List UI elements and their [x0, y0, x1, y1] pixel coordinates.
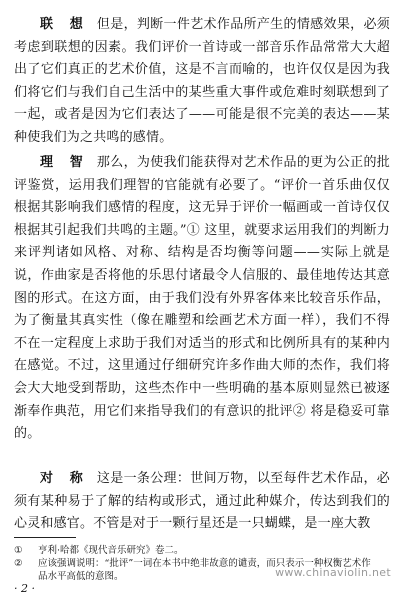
paragraph-keyword: 对 称: [40, 471, 89, 486]
site-watermark: www.chinaviolin.net: [275, 566, 391, 579]
paragraph-text: 那么，为使我们能获得对艺术作品的更为公正的批评鉴赏，运用我们理智的官能就有必要了。“评价一首乐曲仅仅根据其影响我们感情的程度，这无异于评价一幅画或一首诗仅仅根据其引起我们共鸣的主题。”① 这里，就要求运用我们的判断力来评判诸如风格、对称、结构是否均衡等问题——实际上就是说，作曲家是否将他的乐思付诸最令人信服的、最佳地传达其意图的形式。在这方面，由于我们没有外界客体来比较音乐作品，为了衡量其真实性（像在雕塑和绘画艺术方面一样），我们不得不在一定程度上求助于我们对适当的形式和比例所具有的某种内在感觉。不过，这里通过仔细研究许多作曲大师的杰作，我们将会大大地受到帮助，这些杰作中一些明确的基本原则显然已被逐渐奉作典范，用它们来指导我们的有意识的批评② 将是稳妥可靠的。: [14, 155, 391, 442]
paragraph-association: [14, 14, 390, 150]
page-number: · 2 ·: [14, 582, 35, 595]
footnote-1: [14, 544, 390, 557]
footnote-text: 应该强调说明：“批评”一词在本书中绝非故意的谴责，而只表示一种权衡艺术作: [38, 558, 371, 569]
paragraph-text: 但是，判断一件艺术作品所产生的情感效果，必须考虑到联想的因素。我们评价一首诗或一部音乐作品常常大大超出了它们真正的艺术价值，这是不言而喻的，也许仅仅是因为我们将它们与我们自己生活中的某些重大事件或危难时刻联想到了一起，或者是因为它们表达了——可能是很不完美的表达——某种使我们为之共鸣的感情。: [14, 17, 391, 145]
footnote-text: 亨利·哈都《现代音乐研究》卷二。: [38, 545, 184, 556]
paragraph-keyword: 联 想: [40, 17, 89, 32]
paragraph-symmetry: [14, 468, 390, 536]
paragraph-intellect: [14, 152, 390, 446]
footnote-text-continuation: 品水平高低的意图。: [38, 571, 124, 582]
paragraph-text: 这是一条公理：世间万物，以至每件艺术作品，必须有某种易于了解的结构或形式，通过此种媒介，传达到我们的心灵和感官。不管是对于一颗行星还是一只蝴蝶，是一座大教: [14, 471, 391, 532]
footnote-marker: ①: [14, 545, 23, 556]
footnote-divider: [14, 537, 76, 538]
footnote-marker: ②: [14, 558, 23, 569]
paragraph-keyword: 理 智: [40, 155, 89, 170]
